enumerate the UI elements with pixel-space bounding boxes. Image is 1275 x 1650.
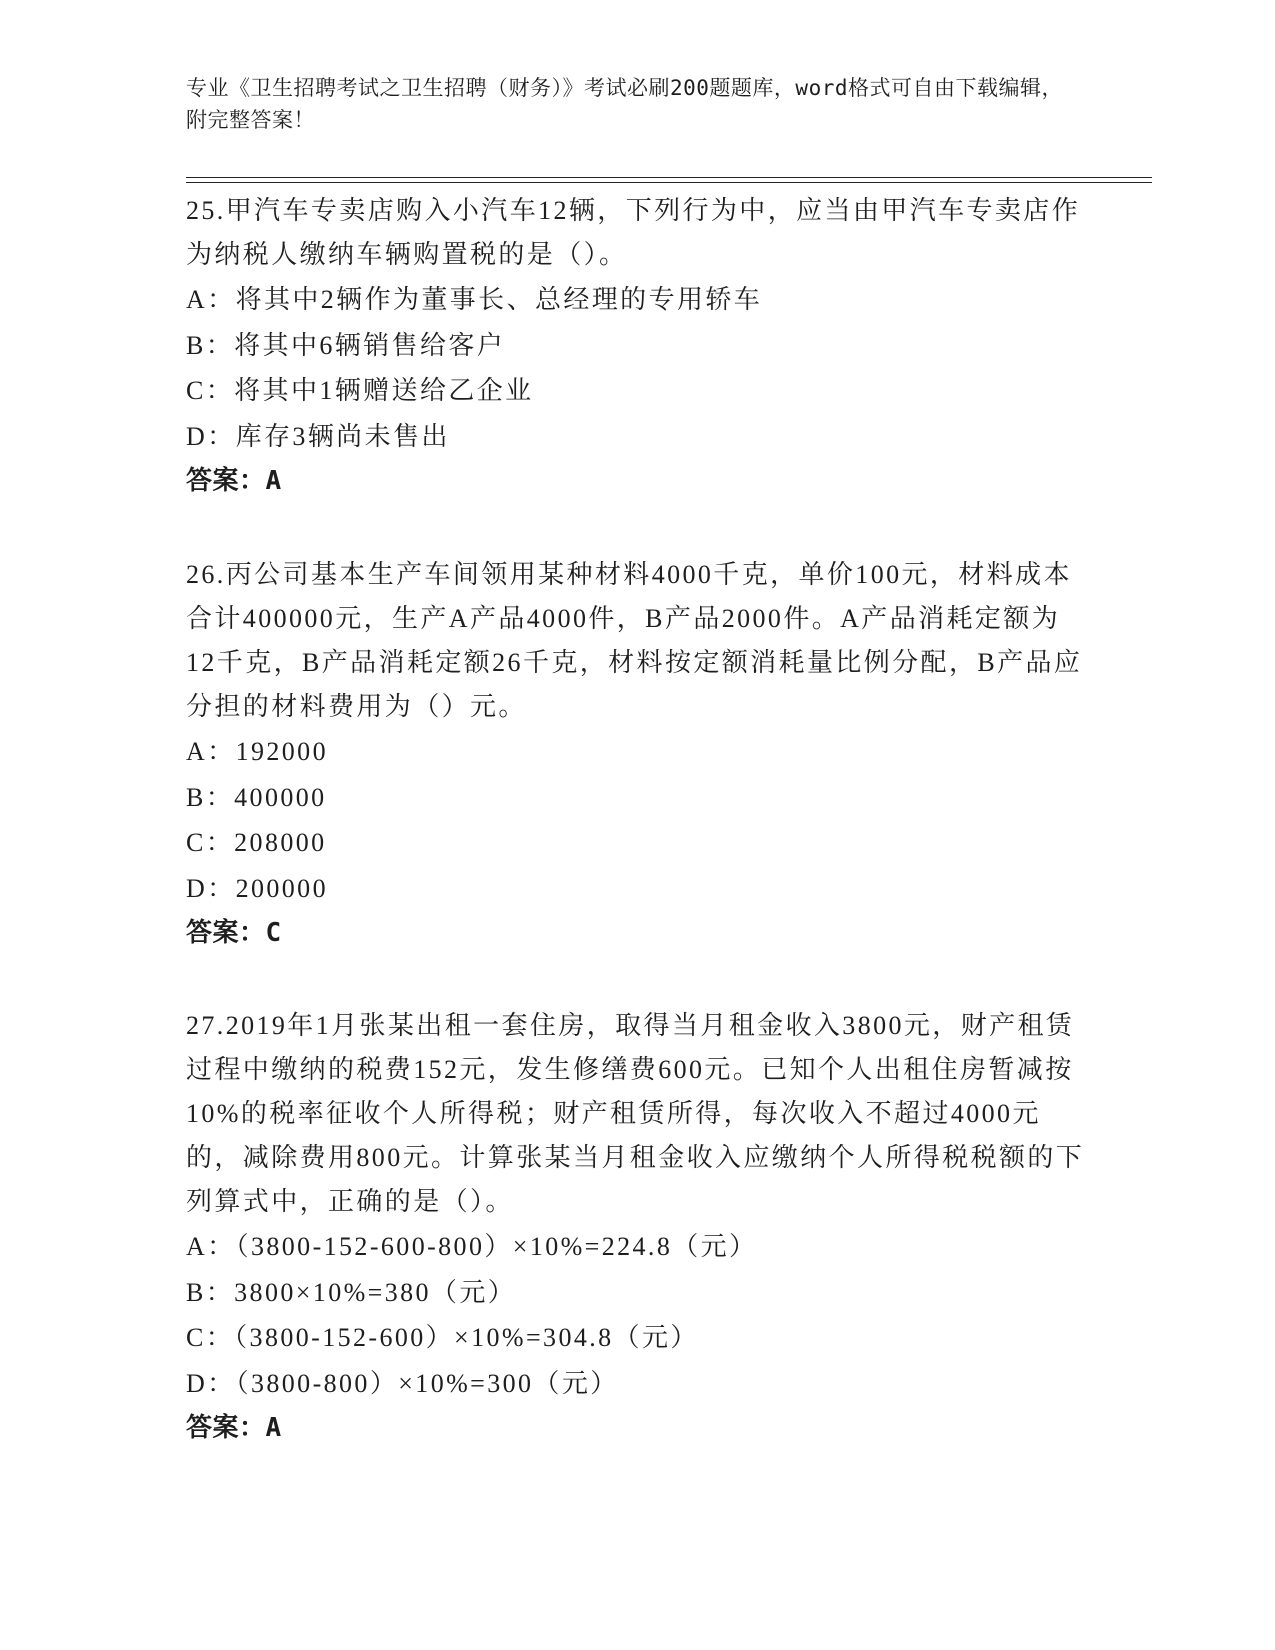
option-c: C：208000 [186,828,327,857]
option-a: A：（3800-152-600-800）×10%=224.8（元） [186,1232,758,1261]
option-d: D：库存3辆尚未售出 [186,421,450,451]
option-b: B：3800×10%=380（元） [186,1277,517,1307]
answer-label: 答案：A [186,466,282,496]
option-b: B：将其中6辆销售给客户 [186,330,506,360]
question-27 [186,1004,1086,1451]
option-c: C：将其中1辆赠送给乙企业 [186,376,534,405]
option-a: A：将其中2辆作为董事长、总经理的专用轿车 [186,285,763,314]
option-c: C：（3800-152-600）×10%=304.8（元） [186,1323,699,1352]
header-divider-top [186,177,1152,178]
option-d: D：（3800-800）×10%=300（元） [186,1368,619,1398]
header-divider-bottom [186,182,1152,183]
option-b: B：400000 [186,782,327,812]
question-25 [186,189,1086,504]
answer-label: 答案：C [186,918,282,948]
answer-label: 答案：A [186,1413,282,1443]
question-stem: 27.2019年1月张某出租一套住房，取得当月租金收入3800元，财产租赁过程中缴纳的税费152元，发生修缮费600元。已知个人出租住房暂减按10%的税率征收个人所得税；财产租赁所得，每次收入不超过4000元的，减除费用800元。计算张某当月租金收入应缴纳个人所得税税额的下列算式中，正确的是（）。 [186,1011,1085,1216]
question-stem: 25.甲汽车专卖店购入小汽车12辆，下列行为中，应当由甲汽车专卖店作为纳税人缴纳车辆购置税的是（）。 [186,196,1081,269]
option-d: D：200000 [186,873,328,903]
question-stem: 26.丙公司基本生产车间领用某种材料4000千克，单价100元，材料成本合计400000元，生产A产品4000件，B产品2000件。A产品消耗定额为12千克，B产品消耗定额26千克，材料按定额消耗量比例分配，B产品应分担的材料费用为（）元。 [186,560,1083,721]
option-a: A：192000 [186,737,328,766]
document-header: 专业《卫生招聘考试之卫生招聘（财务）》考试必刷200题题库，word格式可自由下载编辑，附完整答案！ [186,76,1063,132]
question-26 [186,553,1086,956]
